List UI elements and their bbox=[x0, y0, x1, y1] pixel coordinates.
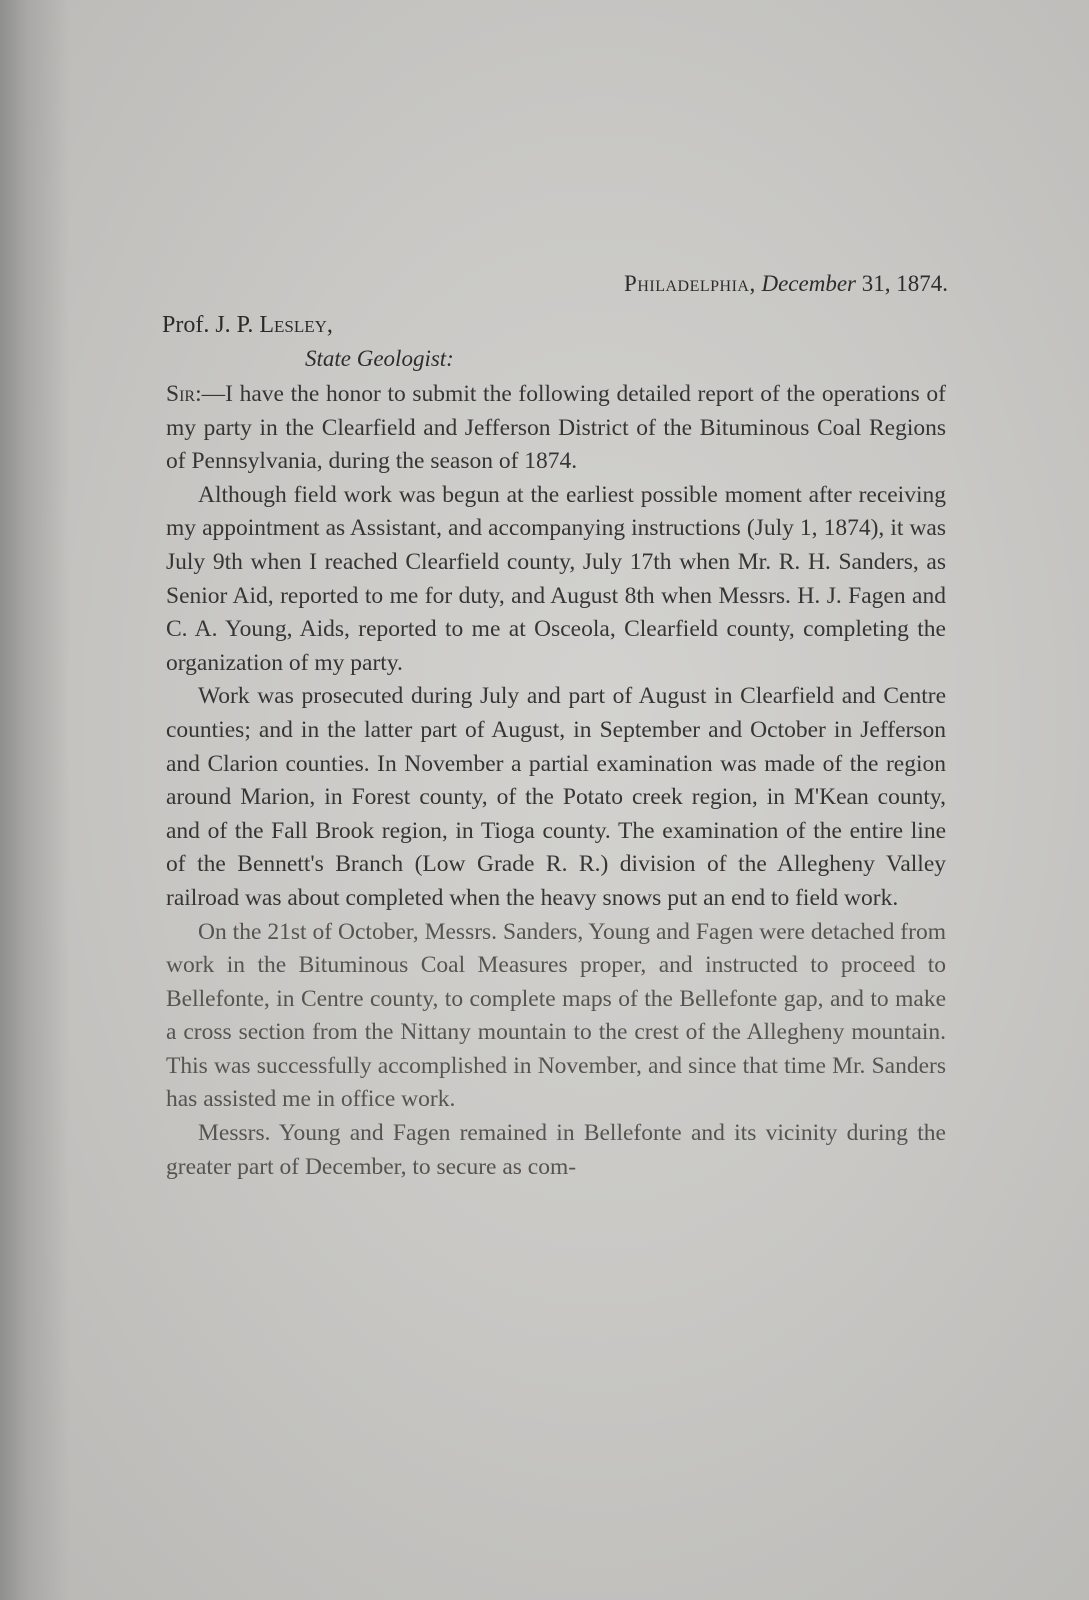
paragraph-2: Although field work was begun at the earliest possible moment after receiving my appointment as Assistant, and accompanying instructions (July 1, 1874), it was July 9th when I reached Clearfield county, July 17th when Mr. R. H. Sanders, as Senior Aid, reported to me for duty, and August 8th when Messrs. H. J. Fagen and C. A. Young, Aids, reported to me at Osceola, Clearfield county, completing the organization of my party. bbox=[166, 481, 946, 676]
addressee-line bbox=[162, 312, 333, 339]
paragraph-1-text: :—I have the honor to submit the following detailed report of the operations of my party in the Clearfield and Jefferson District of the Bituminous Coal Regions of Pennsylvania, during the season of 1874. bbox=[166, 381, 946, 475]
paragraph-3: Work was prosecuted during July and part of August in Clearfield and Centre counties; and in the latter part of August, in September and October in Jefferson and Clarion counties. In November a partial examination was made of the region around Marion, in Forest county, of the Potato creek region, in M'Kean county, and of the Fall Brook region, in Tioga county. The examination of the entire line of the Bennett's Branch (Low Grade R. R.) division of the Allegheny Valley railroad was about completed when the heavy snows put an end to field work. bbox=[166, 683, 946, 911]
addressee-prefix: Prof. bbox=[162, 312, 210, 338]
paragraph-5: Messrs. Young and Fagen remained in Bellefonte and its vicinity during the greater part of December, to secure as com- bbox=[166, 1120, 946, 1180]
dateline-city: Philadelphia, bbox=[624, 271, 756, 296]
dateline bbox=[170, 271, 948, 297]
addressee-name: J. P. Lesley, bbox=[215, 312, 333, 338]
paragraph-1 bbox=[166, 378, 946, 479]
salutation: Sir bbox=[166, 381, 196, 407]
dateline-day-year: 31, 1874. bbox=[861, 271, 948, 296]
page-gutter-shadow bbox=[0, 0, 70, 1600]
dateline-month: December bbox=[761, 271, 856, 296]
addressee-title: State Geologist: bbox=[305, 346, 454, 371]
letter-body bbox=[166, 378, 946, 1184]
paragraph-4: On the 21st of October, Messrs. Sanders, Young and Fagen were detached from work in the Bituminous Coal Measures proper, and instructed to proceed to Bellefonte, in Centre county, to complete maps of the Bellefonte gap, and to make a cross section from the Nittany mountain to the crest of the Allegheny mountain. This was successfully accomplished in November, and since that time Mr. Sanders has assisted me in office work. bbox=[166, 918, 946, 1113]
